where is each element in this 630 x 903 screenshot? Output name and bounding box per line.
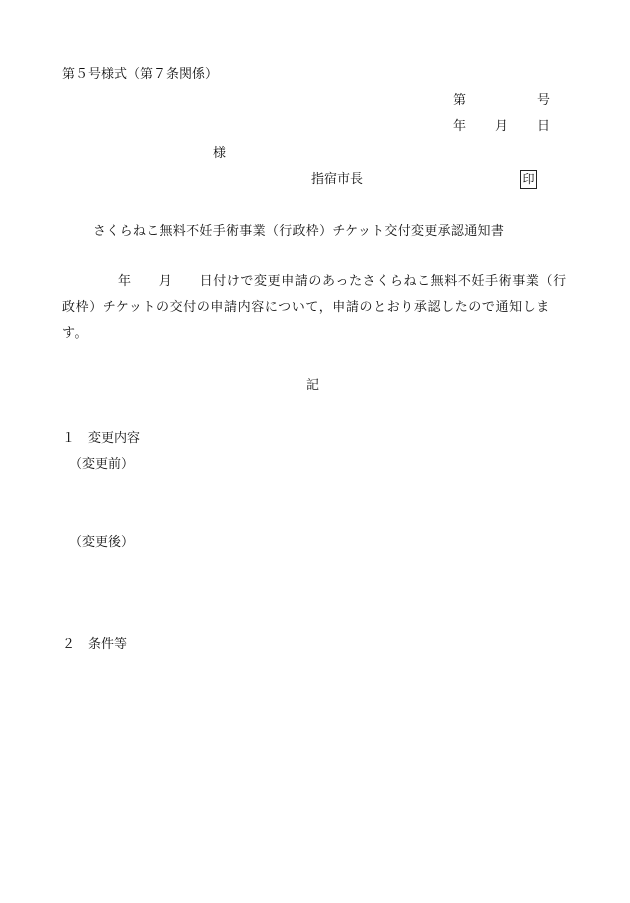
ki-heading: 記 [306,378,320,393]
document-title: さくらねこ無料不妊手術事業（行政枠）チケット交付変更承認通知書 [93,224,505,239]
doc-number-suffix: 号 [537,93,551,108]
date-day: 日 [537,119,551,134]
seal-box: 印 [520,170,537,189]
date-month: 月 [495,119,509,134]
section2-title: ２ 条件等 [62,637,128,652]
body-paragraph: 年 月 日付けで変更申請のあったさくらねこ無料不妊手術事業（行政枠）チケットの交付の申請内容について，申請のとおり承認したので通知します。 [62,274,567,341]
issuer: 指宿市長 [311,172,364,187]
addressee-suffix: 様 [213,146,227,161]
doc-number-prefix: 第 [453,93,467,108]
section1-before: （変更前） [69,457,135,472]
date-year: 年 [453,119,467,134]
section1-after: （変更後） [69,535,135,550]
section1-title: １ 変更内容 [62,431,141,446]
form-title: 第５号様式（第７条関係） [62,67,219,82]
